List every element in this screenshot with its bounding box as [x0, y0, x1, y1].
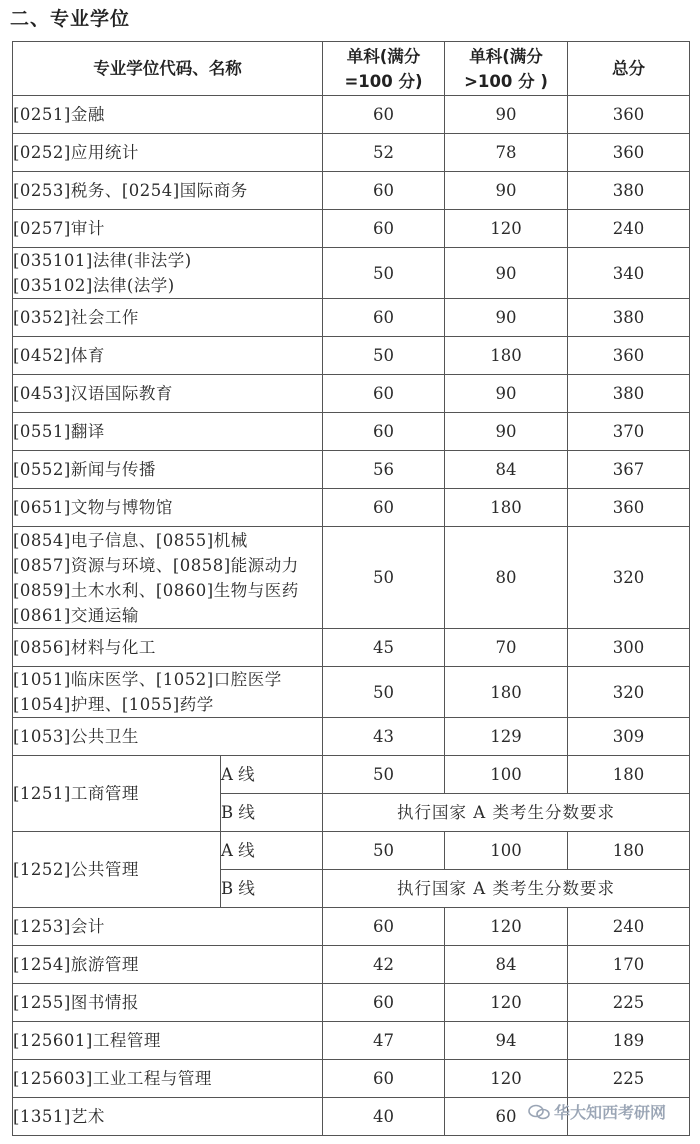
total-score: 300	[568, 629, 690, 667]
table-row	[13, 451, 690, 489]
table-row	[13, 832, 690, 870]
table-row	[13, 527, 690, 629]
header-single-gt100-line1: 单科(满分	[469, 46, 543, 66]
single-gt100-score: 180	[445, 337, 568, 375]
table-row	[13, 337, 690, 375]
program-name-line: [0861]交通运输	[13, 605, 139, 625]
single-100-score: 50	[323, 667, 445, 718]
table-row	[13, 134, 690, 172]
header-name: 专业学位代码、名称	[13, 42, 323, 96]
single-gt100-score: 120	[445, 908, 568, 946]
total-score: 360	[568, 134, 690, 172]
single-100-score: 60	[323, 413, 445, 451]
total-score: 320	[568, 667, 690, 718]
table-row	[13, 756, 690, 794]
program-name-cell: [0552]新闻与传播	[13, 451, 323, 489]
single-gt100-score: 100	[445, 756, 568, 794]
program-name-cell: [125603]工业工程与管理	[13, 1060, 323, 1098]
single-gt100-score: 120	[445, 210, 568, 248]
single-gt100-score: 94	[445, 1022, 568, 1060]
single-gt100-score: 70	[445, 629, 568, 667]
line-b-label: B 线	[221, 870, 323, 908]
single-100-score: 40	[323, 1098, 445, 1136]
single-100-score: 60	[323, 210, 445, 248]
program-name-cell: [0551]翻译	[13, 413, 323, 451]
program-name-cell: [125601]工程管理	[13, 1022, 323, 1060]
program-name-cell: [1253]会计	[13, 908, 323, 946]
table-row	[13, 96, 690, 134]
program-name-line: [035102]法律(法学)	[13, 276, 175, 295]
single-gt100-score: 90	[445, 375, 568, 413]
single-100-score: 50	[323, 832, 445, 870]
program-name-cell: [0856]材料与化工	[13, 629, 323, 667]
program-name-cell: [0257]审计	[13, 210, 323, 248]
total-score: 320	[568, 527, 690, 629]
total-score: 380	[568, 299, 690, 337]
single-gt100-score: 90	[445, 96, 568, 134]
single-100-score: 60	[323, 908, 445, 946]
single-gt100-score: 120	[445, 984, 568, 1022]
single-100-score: 50	[323, 527, 445, 629]
single-100-score: 60	[323, 375, 445, 413]
line-b-requirement: 执行国家 A 类考生分数要求	[323, 794, 690, 832]
total-score: 180	[568, 756, 690, 794]
single-100-score: 42	[323, 946, 445, 984]
total-score: 240	[568, 908, 690, 946]
program-name-cell: [0651]文物与博物馆	[13, 489, 323, 527]
total-score: 309	[568, 718, 690, 756]
program-name-line: [0857]资源与环境、[0858]能源动力	[13, 555, 299, 575]
total-score: 380	[568, 375, 690, 413]
total-score: 360	[568, 96, 690, 134]
single-gt100-score: 90	[445, 172, 568, 210]
table-row	[13, 413, 690, 451]
section-title: 二、专业学位	[10, 8, 131, 30]
program-name-cell: [0252]应用统计	[13, 134, 323, 172]
table-row	[13, 375, 690, 413]
header-single-100-line2: =100 分)	[344, 71, 423, 91]
program-name-cell	[13, 667, 323, 718]
single-100-score: 56	[323, 451, 445, 489]
score-table	[12, 41, 690, 1136]
total-score: 360	[568, 337, 690, 375]
total-score: 180	[568, 832, 690, 870]
table-row	[13, 908, 690, 946]
total-score: 370	[568, 413, 690, 451]
total-score: 367	[568, 451, 690, 489]
table-row	[13, 1060, 690, 1098]
single-gt100-score: 80	[445, 527, 568, 629]
single-100-score: 50	[323, 248, 445, 299]
table-row	[13, 984, 690, 1022]
single-gt100-score: 90	[445, 299, 568, 337]
total-score: 225	[568, 984, 690, 1022]
single-100-score: 60	[323, 984, 445, 1022]
table-row	[13, 210, 690, 248]
single-gt100-score: 90	[445, 248, 568, 299]
program-name-line: [1051]临床医学、[1052]口腔医学	[13, 670, 282, 689]
single-gt100-score: 180	[445, 667, 568, 718]
total-score: 225	[568, 1060, 690, 1098]
table-row	[13, 1022, 690, 1060]
single-100-score: 60	[323, 299, 445, 337]
header-single-100-line1: 单科(满分	[346, 46, 421, 66]
program-name-cell: [1351]艺术	[13, 1098, 323, 1136]
program-name-cell: [0352]社会工作	[13, 299, 323, 337]
single-100-score: 60	[323, 172, 445, 210]
total-score: 240	[568, 210, 690, 248]
program-name-cell: [1053]公共卫生	[13, 718, 323, 756]
wechat-icon	[528, 1104, 550, 1120]
table-row	[13, 172, 690, 210]
single-100-score: 50	[323, 756, 445, 794]
table-row	[13, 248, 690, 299]
table-row	[13, 489, 690, 527]
line-b-requirement: 执行国家 A 类考生分数要求	[323, 870, 690, 908]
program-name-cell: [0253]税务、[0254]国际商务	[13, 172, 323, 210]
program-name-line: [1054]护理、[1055]药学	[13, 695, 214, 714]
table-row	[13, 629, 690, 667]
table-row	[13, 718, 690, 756]
header-single-gt100	[445, 42, 568, 96]
line-b-label: B 线	[221, 794, 323, 832]
total-score: 189	[568, 1022, 690, 1060]
program-name-cell: [0453]汉语国际教育	[13, 375, 323, 413]
total-score: 340	[568, 248, 690, 299]
total-score: 380	[568, 172, 690, 210]
single-100-score: 47	[323, 1022, 445, 1060]
program-name-cell: [1252]公共管理	[13, 832, 221, 908]
single-gt100-score: 100	[445, 832, 568, 870]
table-row	[13, 299, 690, 337]
line-a-label: A 线	[221, 832, 323, 870]
single-100-score: 60	[323, 96, 445, 134]
single-gt100-score: 84	[445, 451, 568, 489]
header-single-gt100-line2: >100 分 )	[464, 71, 548, 91]
header-row	[13, 42, 690, 96]
single-100-score: 60	[323, 1060, 445, 1098]
program-name-line: [0854]电子信息、[0855]机械	[13, 530, 248, 550]
single-100-score: 43	[323, 718, 445, 756]
single-100-score: 52	[323, 134, 445, 172]
single-gt100-score: 78	[445, 134, 568, 172]
single-100-score: 60	[323, 489, 445, 527]
program-name-cell	[13, 527, 323, 629]
watermark	[528, 1100, 666, 1123]
single-gt100-score: 120	[445, 1060, 568, 1098]
watermark-text: 华大知西考研网	[554, 1103, 667, 1122]
total-score: 170	[568, 946, 690, 984]
line-a-label: A 线	[221, 756, 323, 794]
single-gt100-score: 180	[445, 489, 568, 527]
program-name-cell: [1251]工商管理	[13, 756, 221, 832]
table-row	[13, 667, 690, 718]
single-gt100-score: 84	[445, 946, 568, 984]
table-row	[13, 946, 690, 984]
program-name-cell	[13, 248, 323, 299]
single-100-score: 50	[323, 337, 445, 375]
single-gt100-score: 60	[445, 1098, 568, 1136]
program-name-line: [035101]法律(非法学)	[13, 251, 192, 270]
table-body	[13, 96, 690, 1136]
program-name-cell: [1255]图书情报	[13, 984, 323, 1022]
total-score: 360	[568, 489, 690, 527]
header-total: 总分	[568, 42, 690, 96]
header-single-100	[323, 42, 445, 96]
program-name-cell: [1254]旅游管理	[13, 946, 323, 984]
program-name-line: [0859]土木水利、[0860]生物与医药	[13, 580, 299, 600]
single-gt100-score: 129	[445, 718, 568, 756]
single-100-score: 45	[323, 629, 445, 667]
program-name-cell: [0251]金融	[13, 96, 323, 134]
program-name-cell: [0452]体育	[13, 337, 323, 375]
single-gt100-score: 90	[445, 413, 568, 451]
